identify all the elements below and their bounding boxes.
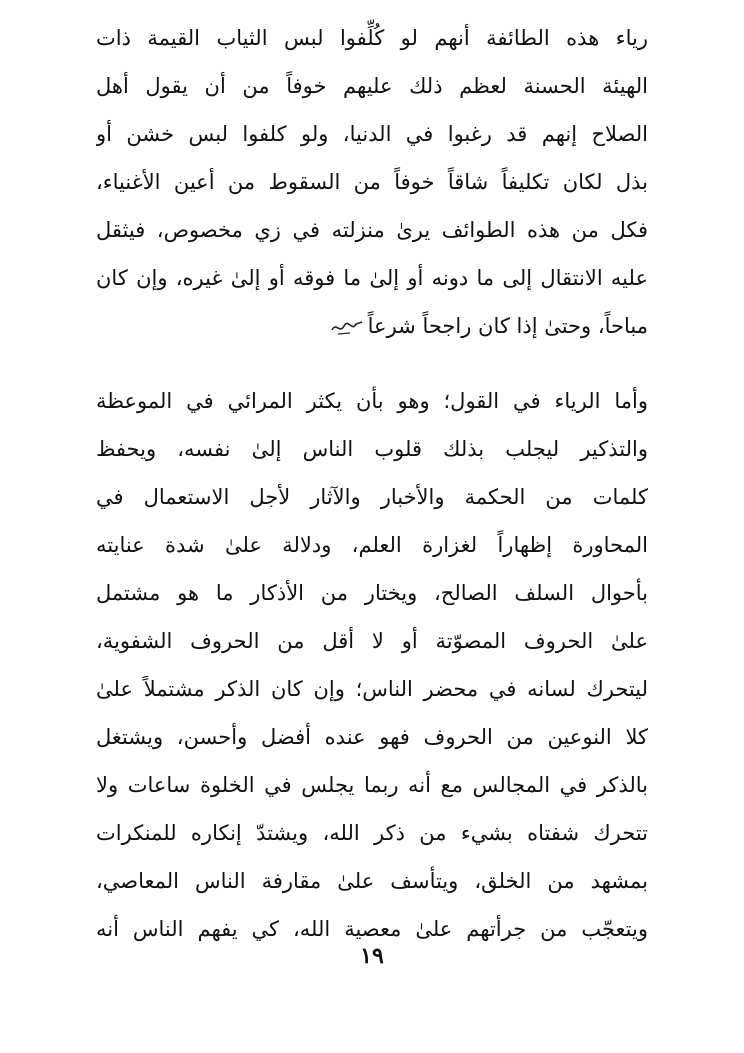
text-line: والتذكير ليجلب بذلك قلوب الناس إلىٰ نفسه، ويحفظ bbox=[96, 437, 648, 461]
text-line: ويتعجّب من جرأتهم علىٰ معصية الله، كي يفهم الناس أنه bbox=[96, 917, 648, 941]
text-line: فكل من هذه الطوائف يرىٰ منزلته في زي مخصوص، فيثقل bbox=[96, 218, 648, 242]
text-line: كلا النوعين من الحروف فهو عنده أفضل وأحسن، ويشتغل bbox=[96, 725, 648, 749]
text-line: الهيئة الحسنة لعظم ذلك عليهم خوفاً من أن يقول أهل bbox=[96, 74, 648, 98]
end-mark-icon bbox=[330, 318, 364, 338]
text-line: كلمات من الحكمة والأخبار والآثار لأجل الاستعمال في bbox=[96, 485, 648, 509]
text-line: بأحوال السلف الصالح، ويختار من الأذكار ما هو مشتمل bbox=[96, 581, 648, 605]
paragraph-2 bbox=[96, 377, 648, 953]
text-line: بمشهد من الخلق، ويتأسف علىٰ مقارفة الناس المعاصي، bbox=[96, 869, 648, 893]
text-line: علىٰ الحروف المصوّتة أو لا أقل من الحروف الشفوية، bbox=[96, 629, 648, 653]
text-line: عليه الانتقال إلى ما دونه أو إلىٰ ما فوقه أو إلىٰ غيره، وإن كان bbox=[96, 266, 648, 290]
text-line-last bbox=[96, 302, 648, 350]
text-line: الصلاح إنهم قد رغبوا في الدنيا، ولو كلفوا لبس خشن أو bbox=[96, 122, 648, 146]
text-line: رياء هذه الطائفة أنهم لو كُلِّفوا لبس الثياب القيمة ذات bbox=[96, 26, 648, 50]
text-line-content: مباحاً، وحتىٰ إذا كان راجحاً شرعاً bbox=[367, 314, 648, 338]
page-number: ١٩ bbox=[360, 943, 384, 969]
text-line: المحاورة إظهاراً لغزارة العلم، ودلالة علىٰ شدة عنايته bbox=[96, 533, 648, 557]
text-line: ليتحرك لسانه في محضر الناس؛ وإن كان الذكر مشتملاً علىٰ bbox=[96, 677, 648, 701]
text-line: تتحرك شفتاه بشيء من ذكر الله، ويشتدّ إنكاره للمنكرات bbox=[96, 821, 648, 845]
paragraph-1 bbox=[96, 14, 648, 350]
text-line: بالذكر في المجالس مع أنه ربما يجلس في الخلوة ساعات ولا bbox=[96, 773, 648, 797]
text-line: وأما الرياء في القول؛ وهو بأن يكثر المرائي في الموعظة bbox=[96, 389, 648, 413]
text-line: بذل لكان تكليفاً شاقاً خوفاً من السقوط من أعين الأغنياء، bbox=[96, 170, 648, 194]
